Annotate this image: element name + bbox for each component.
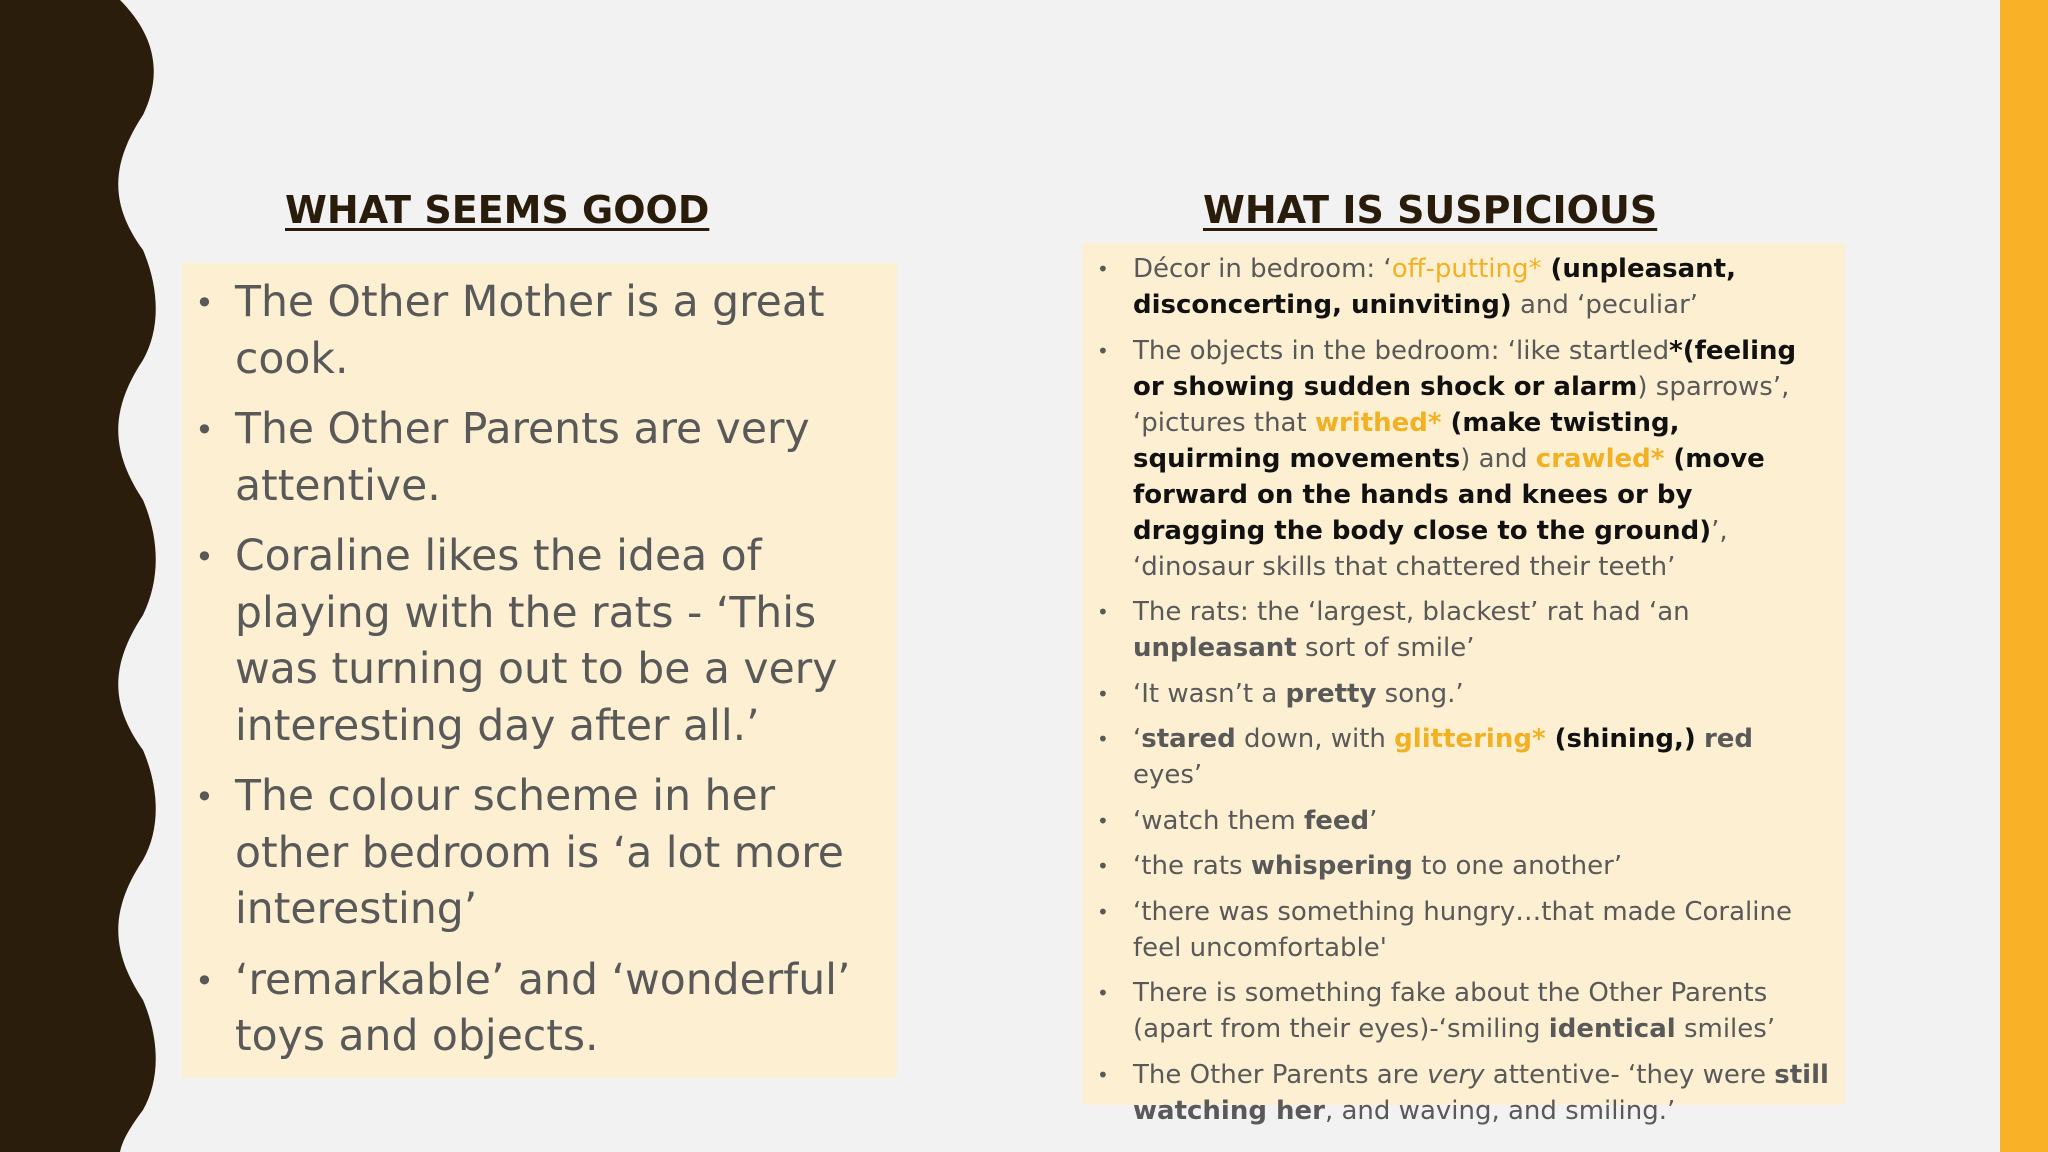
suspicious-point-item bbox=[1133, 333, 1829, 585]
text-run: ‘the rats bbox=[1133, 851, 1251, 881]
text-run: crawled* bbox=[1535, 443, 1665, 474]
heading-what-is-suspicious: WHAT IS SUSPICIOUS bbox=[1203, 188, 1658, 232]
text-run: ) and bbox=[1460, 443, 1536, 474]
text-run: ‘It wasn’t a bbox=[1133, 678, 1286, 709]
text-run: smiles’ bbox=[1675, 1014, 1776, 1044]
text-run: sort of smile’ bbox=[1296, 633, 1475, 663]
suspicious-point-item bbox=[1133, 676, 1829, 712]
text-run: unpleasant bbox=[1133, 633, 1297, 663]
good-points-panel bbox=[182, 263, 897, 1078]
text-run: ’, ‘dinosaur skills that chattered their teeth’ bbox=[1133, 515, 1728, 582]
suspicious-point-item bbox=[1133, 721, 1829, 793]
heading-what-seems-good: WHAT SEEMS GOOD bbox=[285, 188, 710, 232]
text-run: identical bbox=[1548, 1014, 1676, 1044]
text-run: ‘there was something hungry…that made Coraline feel uncomfortable' bbox=[1133, 896, 1792, 963]
text-run: down, with bbox=[1235, 724, 1395, 754]
text-run bbox=[1696, 724, 1704, 754]
text-run: to one another’ bbox=[1412, 851, 1623, 881]
text-run: and ‘peculiar’ bbox=[1511, 290, 1699, 320]
right-accent-bar bbox=[2000, 0, 2048, 1152]
text-run: The Other Parents are bbox=[1133, 1059, 1428, 1090]
text-run: , and waving, and smiling.’ bbox=[1324, 1095, 1676, 1126]
suspicious-point-item bbox=[1133, 251, 1829, 323]
suspicious-points-panel bbox=[1082, 243, 1845, 1126]
text-run: ’ bbox=[1369, 805, 1378, 836]
text-run: pretty bbox=[1285, 678, 1377, 709]
good-point-item: • Coraline likes the idea of playing with the rats - ‘This was turning out to be a very interesting day after all.’ bbox=[235, 529, 877, 755]
text-run: ) sparrows’, ‘pictures that bbox=[1133, 371, 1790, 438]
text-run: still watching her bbox=[1133, 1059, 1829, 1126]
text-run: feed bbox=[1303, 805, 1370, 836]
suspicious-point-item bbox=[1133, 803, 1829, 839]
good-point-item: • The colour scheme in her other bedroom is ‘a lot more interesting’ bbox=[235, 769, 877, 939]
text-run: red bbox=[1703, 724, 1754, 754]
text-run: (move forward on the hands and knees or by dragging the body close to the ground) bbox=[1133, 443, 1765, 546]
text-run: ‘ bbox=[1133, 724, 1142, 754]
text-run: (make twisting, squirming movements bbox=[1133, 407, 1680, 474]
text-run: Décor in bedroom: ‘ bbox=[1133, 254, 1392, 284]
good-point-item: • ‘remarkable’ and ‘wonderful’ toys and objects. bbox=[235, 953, 877, 1066]
text-run: *(feeling or showing sudden shock or alarm bbox=[1133, 335, 1797, 402]
text-run: The rats: the ‘largest, blackest’ rat had ‘an bbox=[1133, 597, 1690, 627]
suspicious-point-item bbox=[1133, 1057, 1829, 1129]
text-run: There is something fake about the Other Parents (apart from their eyes)-‘smiling bbox=[1133, 978, 1768, 1044]
good-point-item: • The Other Parents are very attentive. bbox=[235, 402, 877, 515]
text-run: very bbox=[1427, 1059, 1485, 1090]
text-run: (unpleasant, disconcerting, uninviting) bbox=[1133, 254, 1736, 320]
text-run: writhed* bbox=[1314, 407, 1442, 438]
text-run: glittering* bbox=[1394, 724, 1546, 754]
good-points-list bbox=[235, 275, 877, 1066]
text-run: whispering bbox=[1250, 851, 1413, 881]
text-run: off-putting* bbox=[1391, 254, 1542, 284]
good-point-item: • The Other Mother is a great cook. bbox=[235, 275, 877, 388]
text-run: attentive- ‘they were bbox=[1484, 1059, 1775, 1090]
suspicious-points-list bbox=[1133, 251, 1829, 1129]
text-run: The objects in the bedroom: ‘like startled bbox=[1133, 335, 1670, 366]
suspicious-point-item bbox=[1133, 594, 1829, 666]
text-run: (shining,) bbox=[1545, 724, 1696, 754]
text-run: song.’ bbox=[1376, 678, 1464, 709]
suspicious-point-item bbox=[1133, 894, 1829, 966]
text-run: eyes’ bbox=[1133, 760, 1203, 790]
left-wavy-border bbox=[0, 0, 160, 1152]
suspicious-point-item bbox=[1133, 848, 1829, 884]
text-run: ‘watch them bbox=[1133, 805, 1304, 836]
text-run: stared bbox=[1141, 724, 1236, 754]
suspicious-point-item bbox=[1133, 975, 1829, 1047]
